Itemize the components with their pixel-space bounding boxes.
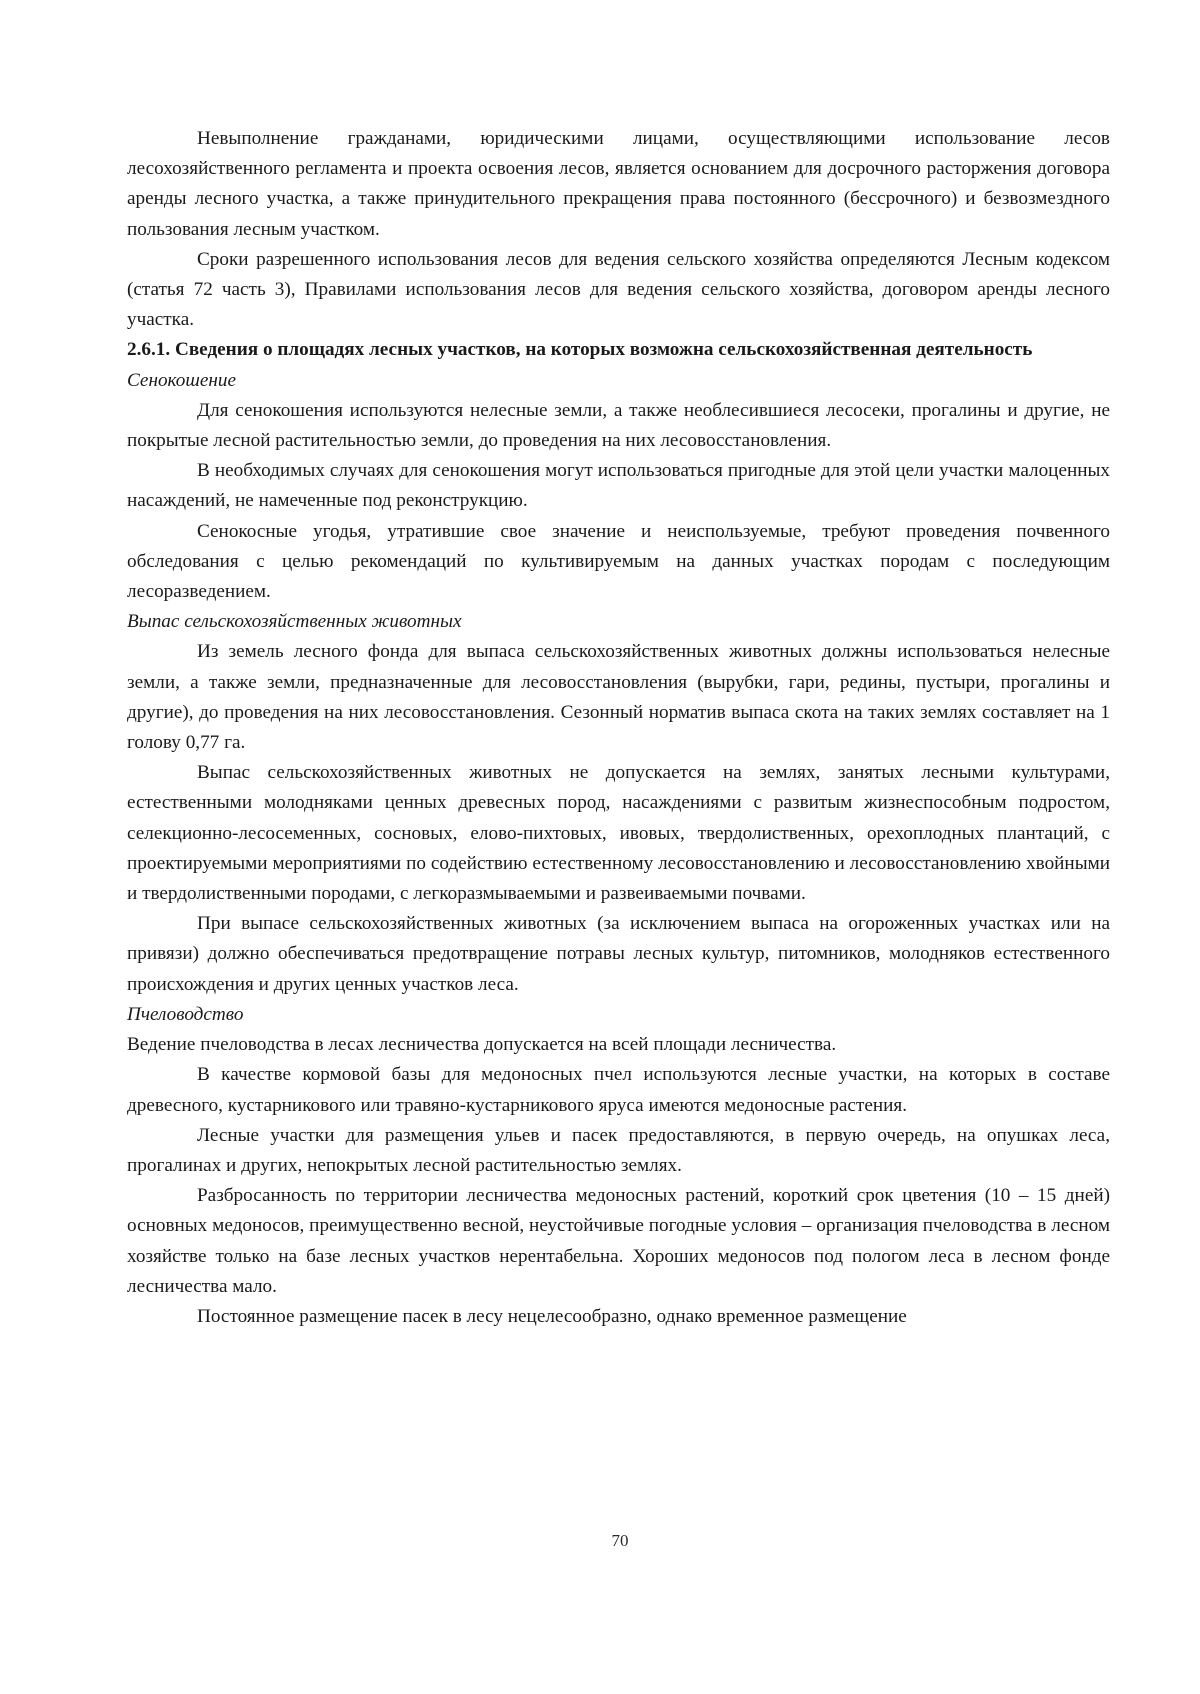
paragraph-usage-terms: Сроки разрешенного использования лесов для ведения сельского хозяйства определяются Лесным кодексом (статья 72 часть 3), Правилами использования лесов для ведения сельского хозяйства, договором аренды лесного участка.: [127, 248, 1110, 331]
document-body: [127, 124, 1110, 1332]
subheading-beekeeping: Пчеловодство: [127, 1003, 244, 1025]
paragraph-beekeeping-2: Лесные участки для размещения ульев и пасек предоставляются, в первую очередь, на опушках леса, прогалинах и других, непокрытых лесной растительностью землях.: [127, 1124, 1110, 1176]
paragraph-grazing-2: Выпас сельскохозяйственных животных не допускается на землях, занятых лесными культурами, естественными молодняками ценных древесных пород, насаждениями с развитым жизнеспособным подростом, селекционно-лесосеменных, сосновых, елово-пихтовых, ивовых, твердолиственных, орехоплодных плантаций, с проектируемыми мероприятиями по содействию естественному лесовосстановлению и лесовосстановлению хвойными и твердолиственными породами, с легкоразмываемыми и развеиваемыми почвами.: [127, 762, 1110, 905]
paragraph-haymaking-1: Для сенокошения используются нелесные земли, а также необлесившиеся лесосеки, прогалины и другие, не покрытые лесной растительностью земли, до проведения на них лесовосстановления.: [127, 399, 1110, 452]
paragraph-violation: Невыполнение гражданами, юридическими лицами, осуществляющими использование лесов лесохозяйственного регламента и проекта освоения лесов, является основанием для досрочного расторжения договора аренды лесного участка, а также принудительного прекращения права постоянного (бессрочного) и безвозмездного пользования лесным участком.: [127, 128, 1110, 240]
paragraph-haymaking-2: В необходимых случаях для сенокошения могут использоваться пригодные для этой цели участки малоценных насаждений, не намеченные под реконструкцию.: [127, 460, 1110, 512]
paragraph-grazing-1: Из земель лесного фонда для выпаса сельскохозяйственных животных должны использоваться нелесные земли, а также земли, предназначенные для лесовосстановления (вырубки, гари, редины, пустыри, прогалины и другие), до проведения на них лесовосстановления. Сезонный норматив выпаса скота на таких землях составляет на 1 голову 0,77 га.: [127, 641, 1110, 754]
paragraph-beekeeping-1: В качестве кормовой базы для медоносных пчел используются лесные участки, на которых в составе древесного, кустарникового или травяно-кустарникового яруса имеются медоносные растения.: [127, 1064, 1110, 1116]
paragraph-grazing-3: При выпасе сельскохозяйственных животных (за исключением выпаса на огороженных участках или на привязи) должно обеспечиваться предотвращение потравы лесных культур, питомников, молодняков естественного происхождения и других ценных участков леса.: [127, 913, 1110, 995]
section-heading: 2.6.1. Сведения о площадях лесных участков, на которых возможна сельскохозяйственная деятельность: [127, 339, 1033, 361]
paragraph-beekeeping-lead: Ведение пчеловодства в лесах лесничества допускается на всей площади лесничества.: [127, 1034, 837, 1056]
page-number: 70: [611, 1531, 629, 1550]
paragraph-beekeeping-4: Постоянное размещение пасек в лесу нецелесообразно, однако временное размещение: [197, 1305, 907, 1327]
paragraph-haymaking-3: Сенокосные угодья, утратившие свое значение и неиспользуемые, требуют проведения почвенного обследования с целью рекомендаций по культивируемым на данных участках породам с последующим лесоразведением.: [127, 520, 1110, 603]
subheading-haymaking: Сенокошение: [127, 369, 237, 391]
subheading-grazing: Выпас сельскохозяйственных животных: [127, 611, 462, 633]
paragraph-beekeeping-3: Разбросанность по территории лесничества медоносных растений, короткий срок цветения (10 – 15 дней) основных медоносов, преимущественно весной, неустойчивые погодные условия – организация пчеловодства в лесном хозяйстве только на базе лесных участков нерентабельна. Хороших медоносов под пологом леса в лесном фонде лесничества мало.: [127, 1185, 1110, 1297]
